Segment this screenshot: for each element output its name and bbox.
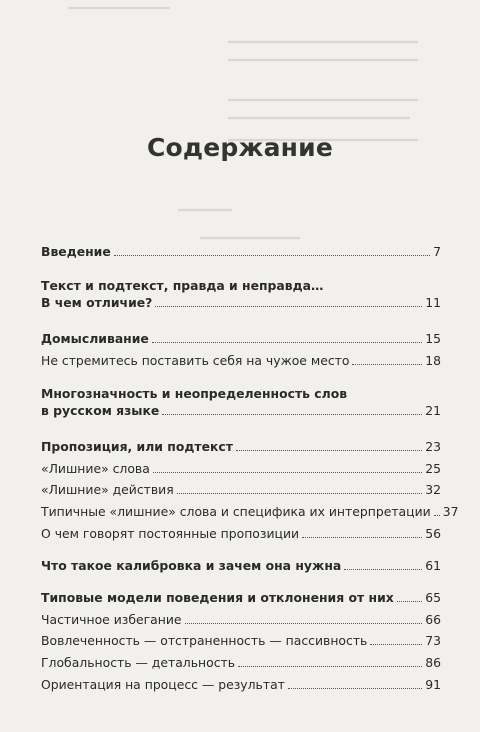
toc-entry-title: Не стремитесь поставить себя на чужое место bbox=[41, 353, 350, 368]
toc-page-number: 18 bbox=[425, 353, 441, 368]
toc-page-number: 37 bbox=[442, 504, 459, 519]
page-title: Содержание bbox=[146, 133, 334, 162]
toc-entry-title: Глобальность — детальность bbox=[41, 655, 236, 670]
toc-entry bbox=[41, 460, 441, 477]
toc-entry-title-line: Многозначность и неопределенность слов bbox=[41, 386, 348, 401]
dot-leader bbox=[288, 688, 422, 689]
dot-leader bbox=[155, 306, 422, 307]
toc-page-number: 66 bbox=[425, 612, 441, 627]
toc-page-number: 86 bbox=[425, 655, 441, 670]
toc-page-number: 73 bbox=[425, 633, 441, 648]
toc-entry-title: Введение bbox=[41, 244, 111, 259]
toc-entry bbox=[41, 330, 441, 347]
toc-page-number: 21 bbox=[425, 403, 441, 418]
toc-entry-title: О чем говорят постоянные пропозиции bbox=[41, 526, 300, 541]
dot-leader bbox=[434, 515, 440, 516]
dot-leader bbox=[397, 601, 422, 602]
toc-page-number: 11 bbox=[425, 295, 441, 310]
dot-leader bbox=[352, 364, 422, 365]
toc-entry-title: Пропозиция, или подтекст bbox=[41, 439, 233, 454]
dot-leader bbox=[302, 537, 422, 538]
toc-entry-title: «Лишние» слова bbox=[41, 461, 150, 476]
toc-entry-last-line bbox=[41, 294, 441, 311]
dot-leader bbox=[153, 472, 422, 473]
dot-leader bbox=[236, 450, 422, 451]
toc-entry-title: Типичные «лишние» слова и специфика их интерпретации bbox=[41, 504, 431, 519]
toc-page-number: 7 bbox=[433, 244, 441, 259]
toc-page-number: 23 bbox=[425, 439, 441, 454]
toc-entry-title: Частичное избегание bbox=[41, 612, 182, 627]
toc-entry-title: Домысливание bbox=[41, 331, 149, 346]
toc-entry bbox=[41, 654, 441, 671]
toc-page-number: 15 bbox=[425, 331, 441, 346]
toc-entry-title: Вовлеченность — отстраненность — пассивность bbox=[41, 633, 368, 648]
toc-entry-title: Ориентация на процесс — результат bbox=[41, 677, 285, 692]
toc-entry-title: Что такое калибровка и зачем она нужна bbox=[41, 558, 342, 573]
dot-leader bbox=[185, 623, 423, 624]
toc-entry bbox=[41, 438, 441, 455]
dot-leader bbox=[238, 666, 422, 667]
toc-entry bbox=[41, 352, 441, 369]
toc-entry bbox=[41, 385, 441, 419]
toc-entry bbox=[41, 632, 441, 649]
toc-page-number: 32 bbox=[425, 482, 441, 497]
dot-leader bbox=[344, 569, 422, 570]
toc-entry-title: В чем отличие? bbox=[41, 295, 153, 310]
toc-page-number: 61 bbox=[425, 558, 441, 573]
toc-page-number: 56 bbox=[425, 526, 441, 541]
toc-page-number: 25 bbox=[425, 461, 441, 476]
toc-entry bbox=[41, 503, 459, 520]
toc-entry bbox=[41, 589, 441, 606]
dot-leader bbox=[152, 342, 422, 343]
toc-entry bbox=[41, 481, 441, 498]
toc-entry bbox=[41, 525, 441, 542]
toc-entry-title: «Лишние» действия bbox=[41, 482, 174, 497]
dot-leader bbox=[162, 414, 422, 415]
toc-entry-last-line bbox=[41, 402, 441, 419]
toc-entry-title: Типовые модели поведения и отклонения от них bbox=[41, 590, 394, 605]
toc-entry bbox=[41, 611, 441, 628]
toc-page-number: 65 bbox=[425, 590, 441, 605]
dot-leader bbox=[114, 255, 430, 256]
dot-leader bbox=[177, 493, 423, 494]
toc-entry bbox=[41, 676, 441, 693]
toc-entry bbox=[41, 243, 441, 260]
dot-leader bbox=[370, 644, 422, 645]
toc-entry-title: в русском языке bbox=[41, 403, 160, 418]
toc-page-number: 91 bbox=[425, 677, 441, 692]
toc-entry-title-line: Текст и подтекст, правда и неправда… bbox=[41, 278, 324, 293]
toc-entry bbox=[41, 277, 441, 311]
toc-entry bbox=[41, 557, 441, 574]
